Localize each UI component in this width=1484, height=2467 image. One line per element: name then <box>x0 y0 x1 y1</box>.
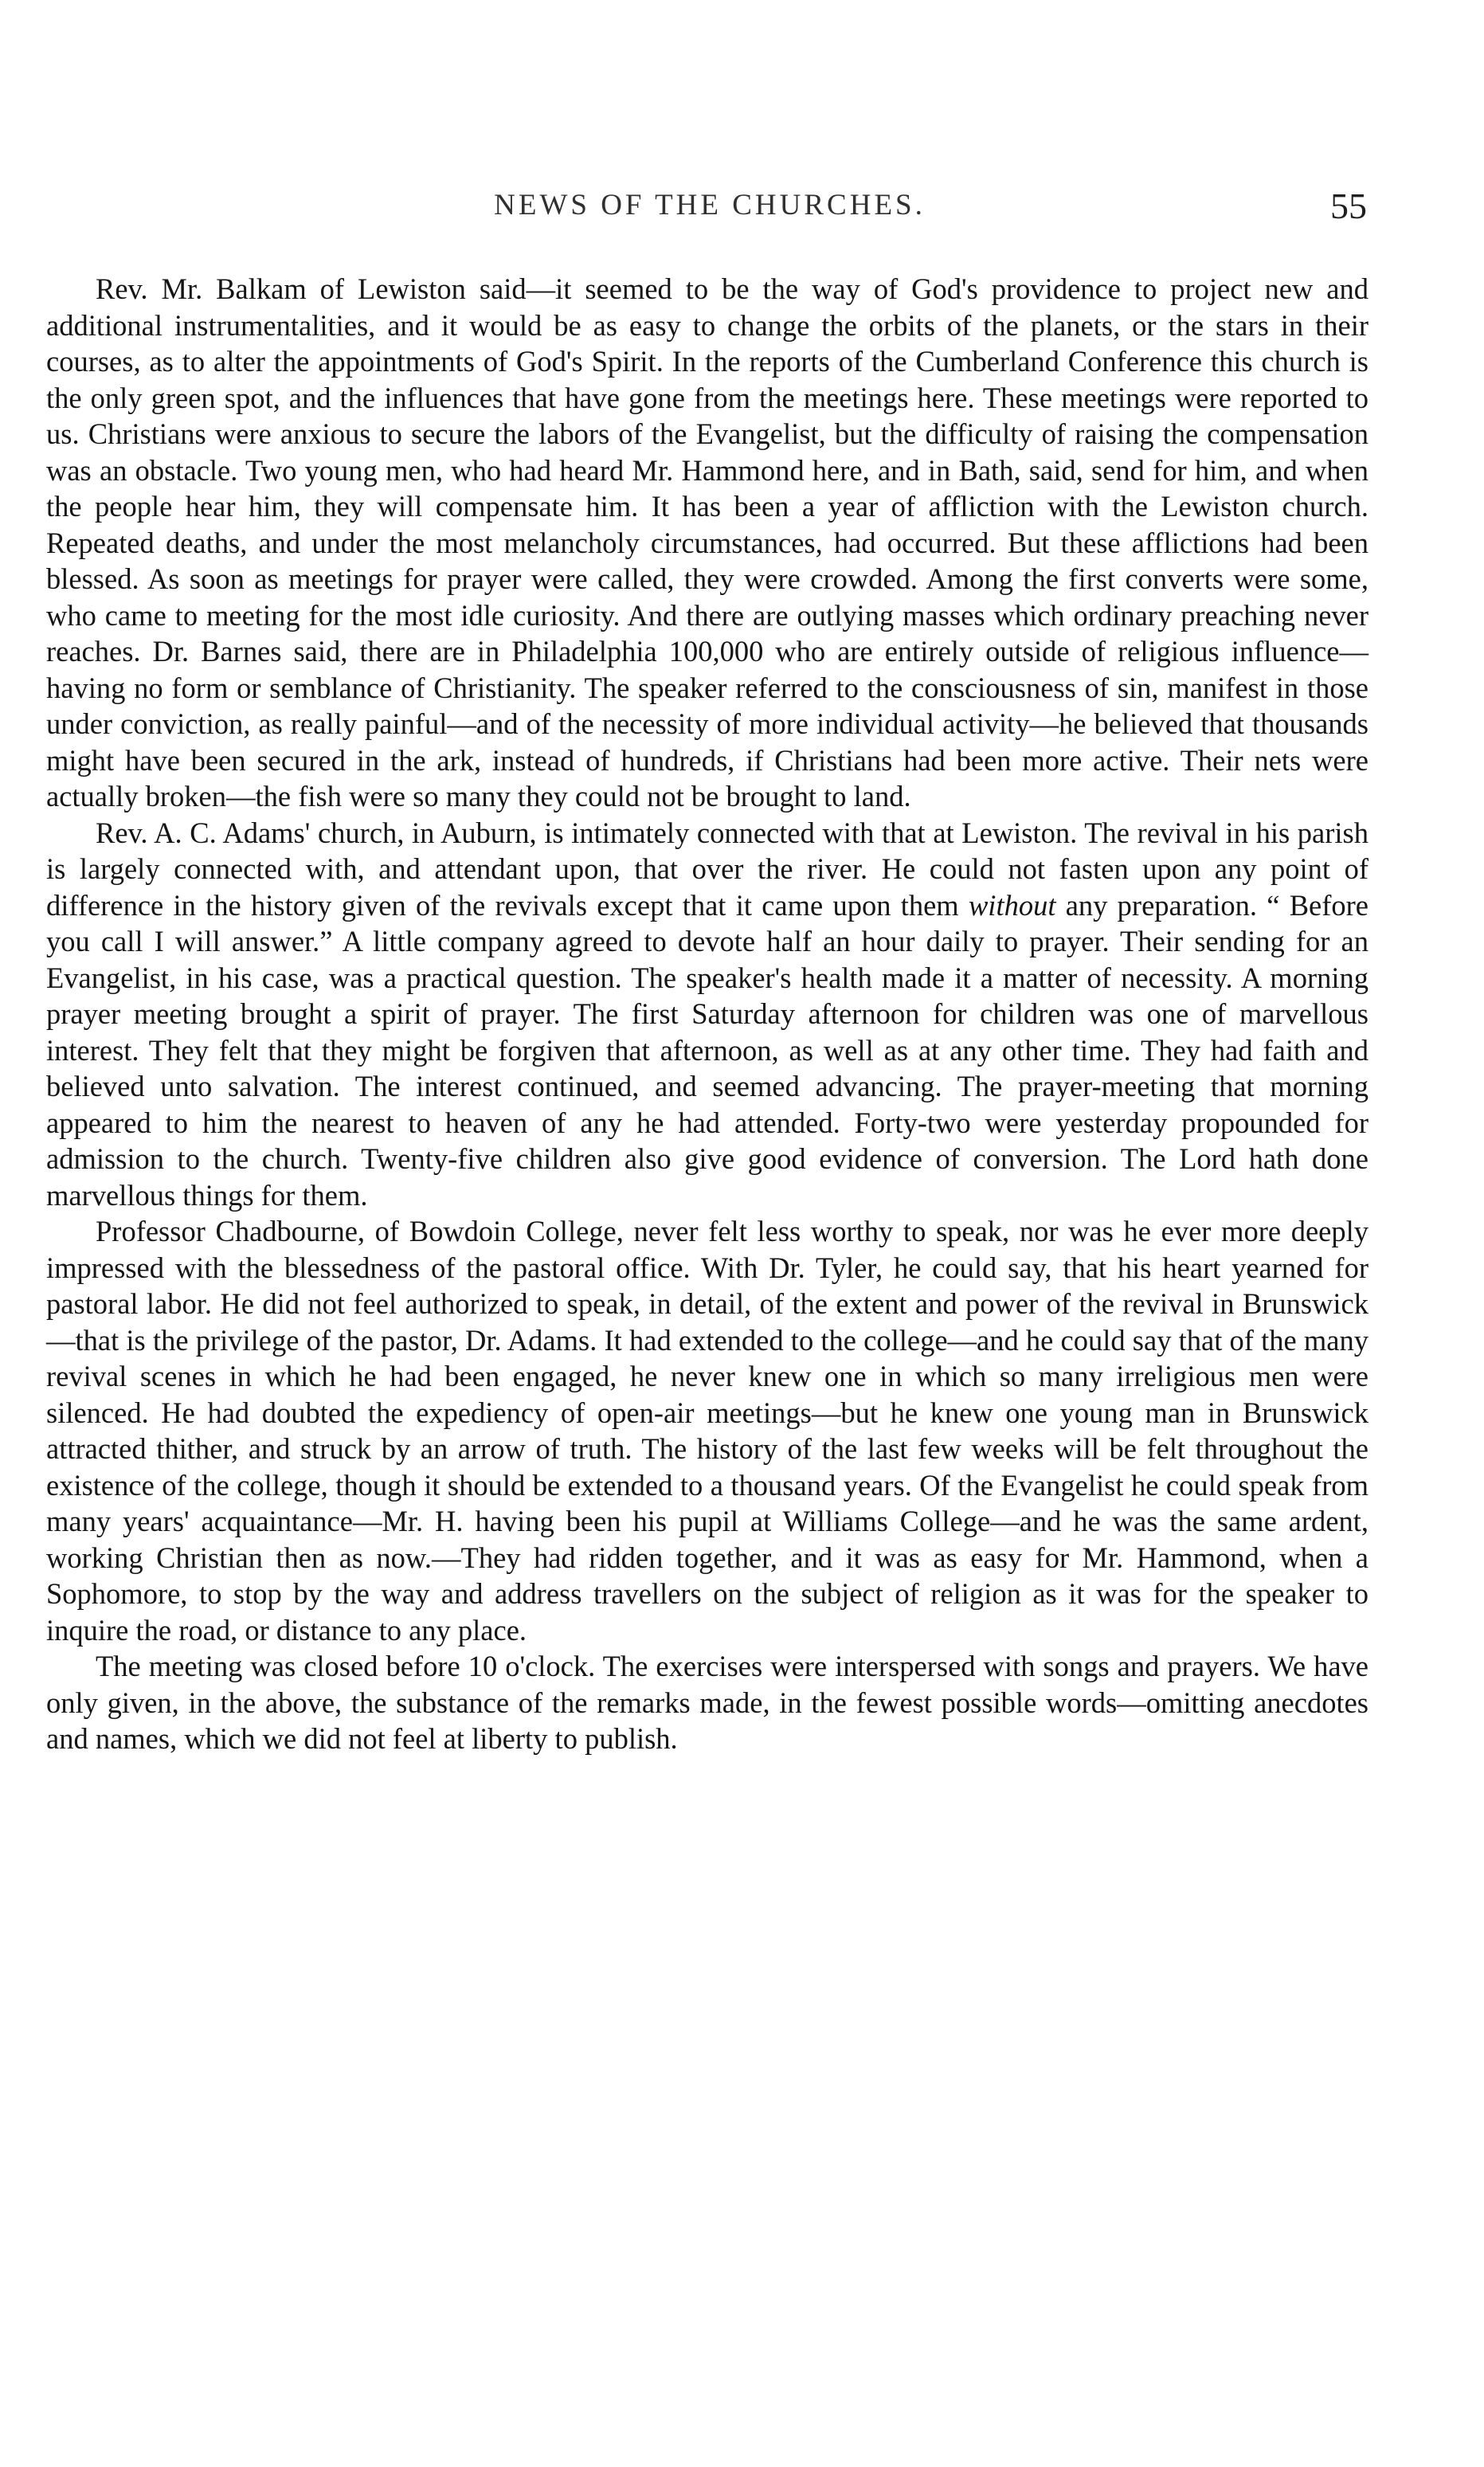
running-head: NEWS OF THE CHURCHES. <box>494 189 926 221</box>
page-header <box>53 188 1367 244</box>
paragraph-adams-text-2: any preparation. “ Before you call I will answer.” A little company agreed to devote half an hour daily to prayer. Their sending for an Evangelist, in his case, was a practical question. The speaker's health made it a matter of necessity. A morning prayer meeting brought a spirit of prayer. The first Saturday afternoon for children was one of marvellous interest. They felt that they might be forgiven that afternoon, as well as at any other time. They had faith and believed unto salvation. The interest continued, and seemed advancing. The prayer-meeting that morning appeared to him the nearest to heaven of any he had attended. Forty-two were yesterday propounded for admission to the church. Twenty-five children also give good evidence of conversion. The Lord hath done marvellous things for them. <box>46 888 1368 1212</box>
paragraph-adams <box>46 815 1368 1214</box>
paragraph-balkam: Rev. Mr. Balkam of Lewiston said—it seemed to be the way of God's providence to project new and additional instrumentalities, and it would be as easy to change the orbits of the planets, or the stars in their courses, as to alter the appointments of God's Spirit. In the reports of the Cumberland Conference this church is the only green spot, and the influences that have gone from the meetings here. These meetings were reported to us. Christians were anxious to secure the labors of the Evangelist, but the difficulty of raising the compensation was an obstacle. Two young men, who had heard Mr. Hammond here, and in Bath, said, send for him, and when the people hear him, they will compensate him. It has been a year of affliction with the Lewiston church. Repeated deaths, and under the most melancholy circumstances, had occurred. But these afflictions had been blessed. As soon as meetings for prayer were called, they were crowded. Among the first converts were some, who came to meeting for the most idle curiosity. And there are outlying masses which ordinary preaching never reaches. Dr. Barnes said, there are in Philadelphia 100,000 who are entirely outside of religious influence—having no form or semblance of Christianity. The speaker referred to the consciousness of sin, manifest in those under conviction, as really painful—and of the necessity of more individual activity—he believed that thousands might have been secured in the ark, instead of hundreds, if Christians had been more active. Their nets were actually broken—the fish were so many they could not be brought to land. <box>46 272 1368 813</box>
italic-word-without: without <box>968 888 1056 922</box>
paragraph-chadbourne: Professor Chadbourne, of Bowdoin College, never felt less worthy to speak, nor was he ever more deeply impressed with the blessedness of the pastoral office. With Dr. Tyler, he could say, that his heart yearned for pastoral labor. He did not feel authorized to speak, in detail, of the extent and power of the revival in Brunswick—that is the privilege of the pastor, Dr. Adams. It had extended to the college—and he could say that of the many revival scenes in which he had been engaged, he never knew one in which so many irreligious men were silenced. He had doubted the expediency of open-air meetings—but he knew one young man in Brunswick attracted thither, and struck by an arrow of truth. The history of the last few weeks will be felt throughout the existence of the college, though it should be extended to a thousand years. Of the Evangelist he could speak from many years' acquaintance—Mr. H. having been his pupil at Williams College—and he was the same ardent, working Christian then as now.—They had ridden together, and it was as easy for Mr. Hammond, when a Sophomore, to stop by the way and address travellers on the subject of religion as it was for the speaker to inquire the road, or distance to any place. <box>46 1215 1368 1647</box>
page-number: 55 <box>1330 186 1367 226</box>
paragraph-adams-text-1: Rev. A. C. Adams' church, in Auburn, is intimately connected with that at Lewiston. The revival in his parish is largely connected with, and attendant upon, that over the river. He could not fasten upon any point of difference in the history given of the revivals except that it came upon them <box>46 816 1368 922</box>
article-body <box>46 271 1368 1757</box>
paragraph-closing: The meeting was closed before 10 o'clock. The exercises were interspersed with songs and prayers. We have only given, in the above, the substance of the remarks made, in the fewest possible words—omitting anecdotes and names, which we did not feel at liberty to publish. <box>46 1650 1368 1755</box>
